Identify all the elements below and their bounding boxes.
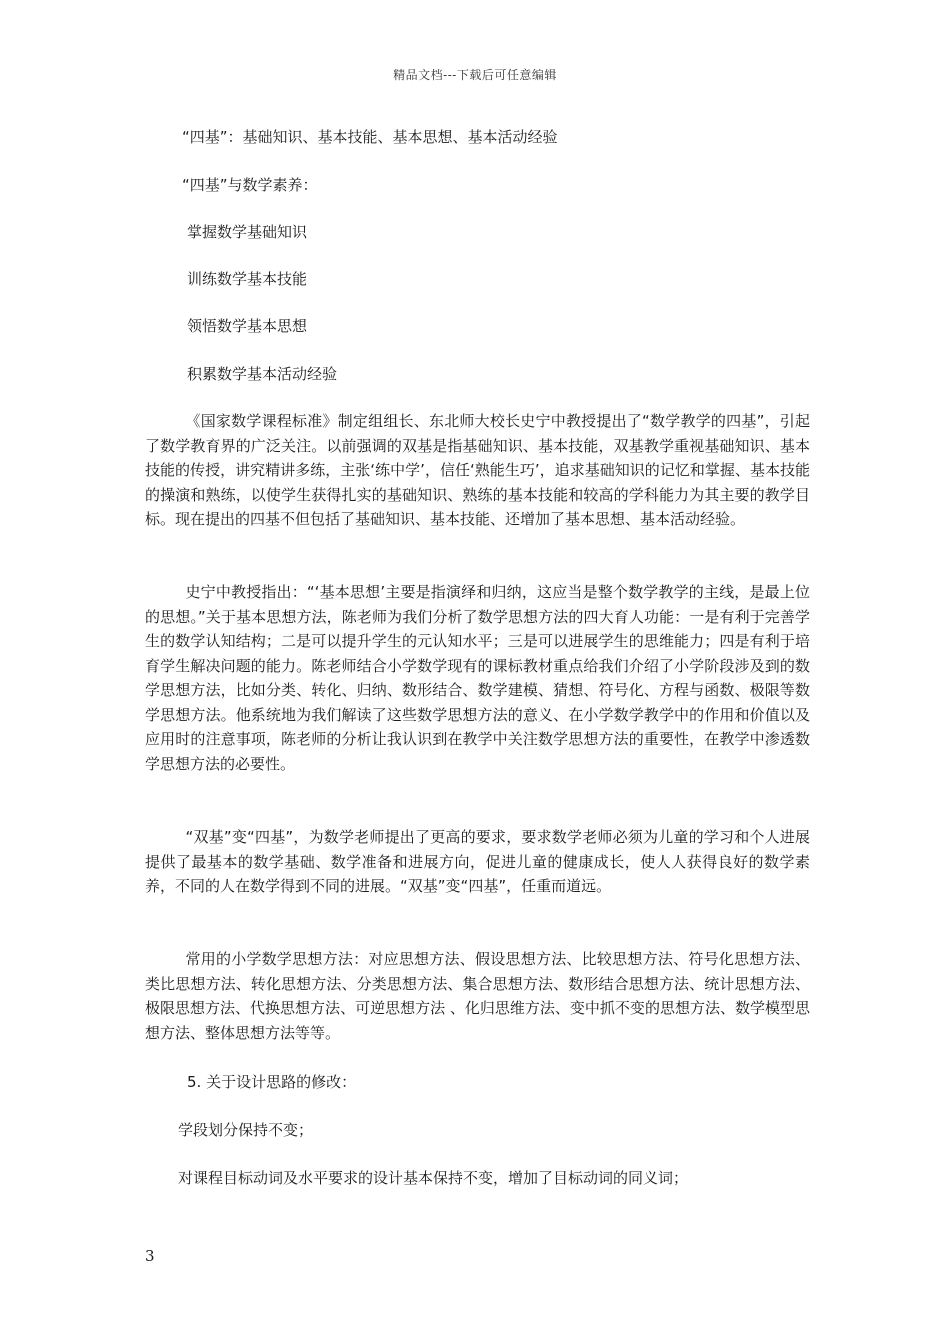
paragraph-basic-thinking: 史宁中教授指出：“‘基本思想’主要是指演绎和归纳，这应当是整个数学教学的主线，是最上位的思想。”关于基本思想方法，陈老师为我们分析了数学思想方法的四大育人功能：一是有利于完善学生的数学认知结构；二是可以提升学生的元认知水平；三是可以进展学生的思维能力；四是有利于培育学生解决问题的能力。陈老师结合小学数学现有的课标教材重点给我们介绍了小学阶段涉及到的数学思想方法，比如分类、转化、归纳、数形结合、数学建模、猜想、符号化、方程与函数、极限等数学思想方法。他系统地为我们解读了这些数学思想方法的意义、在小学数学教学中的作用和价值以及应用时的注意事项，陈老师的分析让我认识到在教学中关注数学思想方法的重要性，在教学中渗透数学思想方法的必要性。 xyxy=(145,583,810,773)
design-line: 对课程目标动词及水平要求的设计基本保持不变，增加了目标动词的同义词； xyxy=(178,1169,689,1187)
paragraph-four-basics-intro: 《国家数学课程标准》制定组组长、东北师大校长史宁中教授提出了“数学教学的四基”，引起了数学教育界的广泛关注。以前强调的双基是指基础知识、基本技能，双基教学重视基础知识、基本技能的传授，讲究精讲多练，主张‘练中学’，信任‘熟能生巧’，追求基础知识的记忆和掌握、基本技能的操演和熟练，以使学生获得扎实的基础知识、熟练的基本技能和较高的学科能力为其主要的教学目标。现在提出的四基不但包括了基础知识、基本技能、还增加了基本思想、基本活动经验。 xyxy=(145,412,810,528)
design-line: 学段划分保持不变； xyxy=(178,1121,314,1139)
list-item: 积累数学基本活动经验 xyxy=(187,365,338,383)
four-basics-literacy-heading: “四基”与数学素养： xyxy=(182,176,318,194)
four-basics-definition: “四基”：基础知识、基本技能、基本思想、基本活动经验 xyxy=(182,128,558,146)
list-item: 训练数学基本技能 xyxy=(187,270,308,288)
paragraph-double-to-four: “双基”变“四基”，为数学老师提出了更高的要求，要求数学老师必须为儿童的学习和个人进展提供了最基本的数学基础、数学准备和进展方向，促进儿童的健康成长，使人人获得良好的数学素养，不同的人在数学得到不同的进展。“双基”变“四基”，任重而道远。 xyxy=(145,828,810,895)
list-item: 领悟数学基本思想 xyxy=(187,317,308,335)
list-item: 掌握数学基础知识 xyxy=(187,223,308,241)
design-heading: 5. 关于设计思路的修改： xyxy=(187,1073,357,1091)
page-header: 精品文档---下载后可任意编辑 xyxy=(393,68,557,82)
paragraph-thinking-methods: 常用的小学数学思想方法：对应思想方法、假设思想方法、比较思想方法、符号化思想方法、类比思想方法、转化思想方法、分类思想方法、集合思想方法、数形结合思想方法、统计思想方法、极限思想方法、代换思想方法、可逆思想方法 、化归思维方法、变中抓不变的思想方法、数学模型思想方法、整体思想方法等等。 xyxy=(145,950,810,1042)
page-number: 3 xyxy=(145,1247,155,1265)
